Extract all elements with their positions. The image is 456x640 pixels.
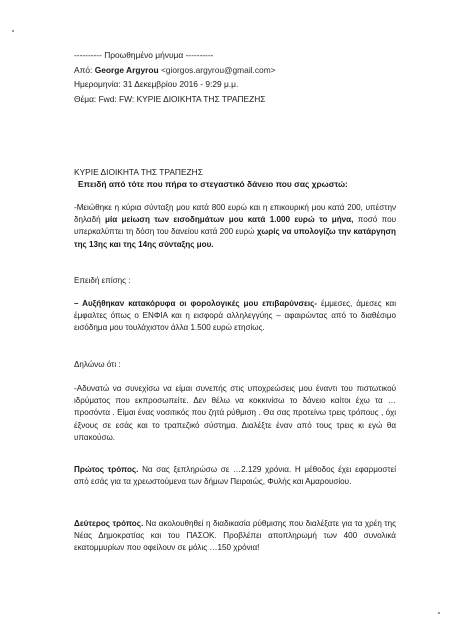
also-label: Επειδή επίσης : <box>74 276 131 285</box>
paragraph-declaration <box>74 383 396 444</box>
salutation-block <box>74 166 396 190</box>
p1-text-c: ποσό που υπερκαλύπτει τη δόση του δανείου κατά 200 ευρώ <box>74 215 397 237</box>
from-name: George Argyrou <box>94 64 159 75</box>
paragraph-first-way <box>74 464 396 488</box>
salutation: ΚΥΡΙΕ ΔΙΟΙΚΗΤΑ ΤΗΣ ΤΡΑΠΕΖΗΣ <box>74 167 203 177</box>
from-line <box>74 63 396 78</box>
p1-text-d: χωρίς να υπολογίζω την κατάργηση της 13ης και της 14ης σύνταξης μου. <box>74 227 397 249</box>
paragraph-second-way <box>74 518 396 555</box>
from-email: <giorgos.argyrou@gmail.com> <box>160 64 276 75</box>
way1-text: Να σας ξεπληρώσω σε …2.129 χρόνια. Η μέθοδος έχει εφαρμοστεί από εσάς για τα χρεωστούμενα των δήμων Πειραιώς, Φυλής και Αμαρουσίου. <box>74 465 397 487</box>
from-label: Από: <box>74 64 93 75</box>
way2-label: Δεύτερος τρόπος. <box>74 519 144 528</box>
intro: Επειδή από τότε που πήρα το στεγαστικό δάνειο που σας χρωστώ: <box>78 179 348 190</box>
way2-text: Να ακολουθηθεί η διαδικασία ρύθμισης που διαλέξατε για τα χρέη της Νέας Δημοκρατίας και του ΠΑΣΟΚ. Προβλέπει αποπληρωμή των 400 συνολικά εκατομμυρίων που οφείλουν σε μόλις …150 χρόνια! <box>74 519 396 553</box>
declare-label: Δηλώνω ότι : <box>74 360 121 369</box>
also-label-block <box>74 275 396 287</box>
scan-speck <box>12 30 14 32</box>
p2-text-a: – Αυξήθηκαν κατακόρυφα οι φορολογικές μου επιβαρύνσεις- <box>74 299 318 308</box>
paragraph-tax-burden <box>74 298 396 335</box>
p3-text: -Αδυνατώ να συνεχίσω να είμαι συνεπής στις υποχρεώσεις μου έναντι του πιστωτικού ιδρύματος που εκπροσωπείτε. Δεν θέλω να κοκκινίσω το δάνειο καίτοι έχω τα …προσόντα . Είμαι ένας νοσιτικός που ζητά ρύθμιση . Θα σας προτείνω τρεις τρόπους , όχι έξνους σε εσάς και το τραπεζικό σύστημα. Διαλέξτε έναν από τους τρεις κι εγώ θα υπακούσω. <box>74 384 396 442</box>
p1-text-a: -Μειώθηκε η κύρια σύνταξη μου κατά 800 ευρώ και η επικουρική μου κατά 200, υπέστην δηλαδή <box>74 203 396 225</box>
p1-text-b: μία μείωση των εισοδημάτων μου κατά 1.000 ευρώ το μήνα, <box>105 215 354 225</box>
email-header <box>74 48 396 106</box>
paragraph-income-cut <box>74 202 396 251</box>
declare-label-block <box>74 359 396 371</box>
forward-marker: ---------- Προωθημένο μήνυμα ---------- <box>74 50 214 60</box>
subject-line: Θέμα: Fwd: FW: ΚΥΡΙΕ ΔΙΟΙΚΗΤΑ ΤΗΣ ΤΡΑΠΕΖΗΣ <box>74 93 266 104</box>
scan-speck <box>438 612 440 614</box>
p2-text-b: έμμεσες, άμεσες και έμφαλτες όπως ο ΕΝΦΙΑ και η εισφορά αλληλεγγύης – αφαιρώντας από το διαθέσιμο εισόδημα μου τουλάχιστον άλλα 1.500 ευρώ ετησίως. <box>74 299 397 333</box>
date-line: Ημερομηνία: 31 Δεκεμβρίου 2016 - 9:29 μ.μ. <box>74 79 239 90</box>
way1-label: Πρώτος τρόπος. <box>74 465 139 474</box>
